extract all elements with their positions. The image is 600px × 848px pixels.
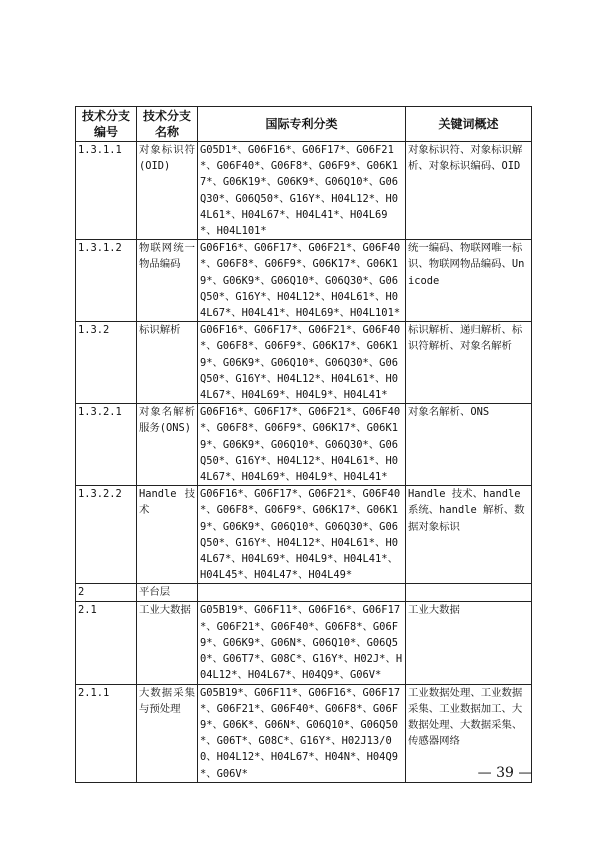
ipc-cell: G05B19*、G06F11*、G06F16*、G06F17*、G06F21*、G06F40*、G06F8*、G06F9*、G06K9*、G06N*、G06Q10*、G06Q50*、G06T7*、G08C*、G16Y*、H02J*、H04L12*、H04L67*、H04Q9*、G06V* xyxy=(198,602,406,684)
branch-name-cell: Handle 技术 xyxy=(137,486,198,584)
branch-name-cell: 物联网统一物品编码 xyxy=(137,240,198,322)
table-row xyxy=(76,404,532,486)
ipc-cell: G05B19*、G06F11*、G06F16*、G06F17*、G06F21*、G06F40*、G06F8*、G06F9*、G06K*、G06N*、G06Q10*、G06Q50*、G06T*、G08C*、G16Y*、H02J13/00、H04L12*、H04L67*、H04N*、H04Q9*、G06V* xyxy=(198,684,406,782)
branch-name-cell: 平台层 xyxy=(137,584,198,602)
keywords-cell: 对象名解析、ONS xyxy=(406,404,532,486)
branch-code-cell: 2.1.1 xyxy=(76,684,137,782)
header-keywords: 关键词概述 xyxy=(406,107,532,142)
branch-name-cell: 对象标识符(OID) xyxy=(137,142,198,240)
ipc-cell: G05D1*、G06F16*、G06F17*、G06F21*、G06F40*、G06F8*、G06F9*、G06K17*、G06K19*、G06K9*、G06Q10*、G06Q30*、G06Q50*、G16Y*、H04L12*、H04L61*、H04L67*、H04L41*、H04L69*、H04L101* xyxy=(198,142,406,240)
table-row xyxy=(76,322,532,404)
branch-name-cell: 对象名解析服务(ONS) xyxy=(137,404,198,486)
branch-code-cell: 1.3.1.2 xyxy=(76,240,137,322)
keywords-cell: 工业大数据 xyxy=(406,602,532,684)
table-row xyxy=(76,240,532,322)
branch-code-cell: 1.3.2.2 xyxy=(76,486,137,584)
branch-code-cell: 1.3.2 xyxy=(76,322,137,404)
table-header-row xyxy=(76,107,532,142)
keywords-cell: 统一编码、物联网唯一标识、物联网物品编码、Unicode xyxy=(406,240,532,322)
branch-code-cell: 2 xyxy=(76,584,137,602)
branch-code-cell: 1.3.2.1 xyxy=(76,404,137,486)
page-number: — 39 — xyxy=(477,765,533,781)
keywords-cell: 对象标识符、对象标识解析、对象标识编码、OID xyxy=(406,142,532,240)
keywords-cell: 标识解析、递归解析、标识符解析、对象名解析 xyxy=(406,322,532,404)
keywords-cell: Handle 技术、handle 系统、handle 解析、数据对象标识 xyxy=(406,486,532,584)
branch-code-cell: 1.3.1.1 xyxy=(76,142,137,240)
keywords-cell xyxy=(406,584,532,602)
table-row xyxy=(76,142,532,240)
branch-name-cell: 大数据采集与预处理 xyxy=(137,684,198,782)
table-row xyxy=(76,684,532,782)
ipc-cell xyxy=(198,584,406,602)
table-row xyxy=(76,602,532,684)
ipc-cell: G06F16*、G06F17*、G06F21*、G06F40*、G06F8*、G06F9*、G06K17*、G06K19*、G06K9*、G06Q10*、G06Q30*、G06Q50*、G16Y*、H04L12*、H04L61*、H04L67*、H04L41*、H04L69*、H04L101* xyxy=(198,240,406,322)
branch-code-cell: 2.1 xyxy=(76,602,137,684)
ipc-cell: G06F16*、G06F17*、G06F21*、G06F40*、G06F8*、G06F9*、G06K17*、G06K19*、G06K9*、G06Q10*、G06Q30*、G06Q50*、G16Y*、H04L12*、H04L61*、H04L67*、H04L69*、H04L9*、H04L41* xyxy=(198,404,406,486)
table-row xyxy=(76,486,532,584)
branch-name-cell: 工业大数据 xyxy=(137,602,198,684)
header-branch-code: 技术分支编号 xyxy=(76,107,137,142)
ipc-cell: G06F16*、G06F17*、G06F21*、G06F40*、G06F8*、G06F9*、G06K17*、G06K19*、G06K9*、G06Q10*、G06Q30*、G06Q50*、G16Y*、H04L12*、H04L61*、H04L67*、H04L69*、H04L9*、H04L41* xyxy=(198,322,406,404)
header-branch-name: 技术分支名称 xyxy=(137,107,198,142)
ipc-cell: G06F16*、G06F17*、G06F21*、G06F40*、G06F8*、G06F9*、G06K17*、G06K19*、G06K9*、G06Q10*、G06Q30*、G06Q50*、G16Y*、H04L12*、H04L61*、H04L67*、H04L69*、H04L9*、H04L41*、H04L45*、H04L47*、H04L49* xyxy=(198,486,406,584)
table-row xyxy=(76,584,532,602)
branch-name-cell: 标识解析 xyxy=(137,322,198,404)
patent-classification-table xyxy=(75,106,532,783)
keywords-cell: 工业数据处理、工业数据采集、工业数据加工、大数据处理、大数据采集、传感器网络 xyxy=(406,684,532,782)
header-ipc: 国际专利分类 xyxy=(198,107,406,142)
